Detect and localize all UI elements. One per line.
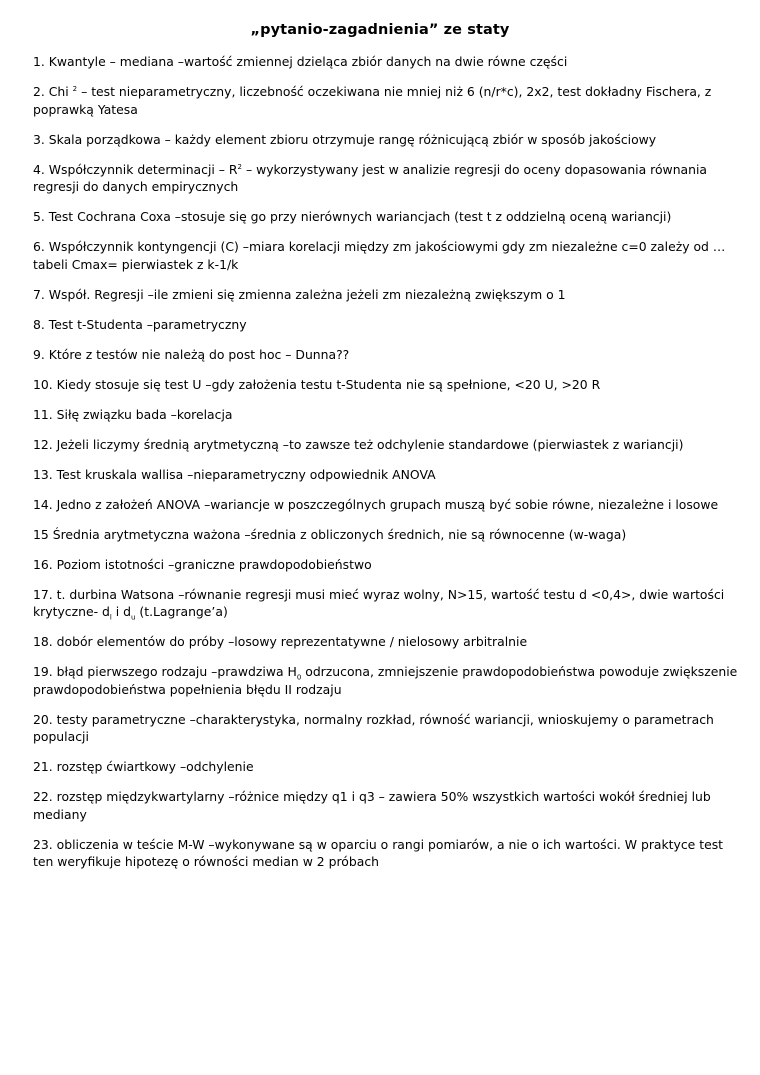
list-item-13 [33,466,738,484]
item-text: 7. Współ. Regresji –ile zmieni się zmienna zależna jeżeli zm niezależną zwiększym o 1 [33,286,566,302]
item-text-pre: 19. błąd pierwszego rodzaju –prawdziwa H [33,664,297,679]
item-text-mid: i d [111,604,132,619]
list-item-9 [33,346,738,364]
item-text: 20. testy parametryczne –charakterystyka, normalny rozkład, równość wariancji, wnioskujemy o parametrach populacji [33,711,714,744]
list-item-22 [33,788,738,823]
item-text: 3. Skala porządkowa – każdy element zbioru otrzymuje rangę różnicującą zbiór w sposób jakościowy [33,131,657,147]
list-item-20 [33,711,738,746]
list-item-21 [33,758,738,776]
list-item-23 [33,836,738,871]
list-item-11 [33,406,738,424]
item-text: 5. Test Cochrana Coxa –stosuje się go przy nierównych wariancjach (test t z oddzielną oceną wariancji) [33,209,672,224]
list-item-19 [33,663,738,698]
item-text: 12. Jeżeli liczymy średnią arytmetyczną –to zawsze też odchylenie standardowe (pierwiastek z wariancji) [33,436,684,452]
item-text: 15 Średnia arytmetyczna ważona –średnia z obliczonych średnich, nie są równocenne (w-waga) [33,526,627,542]
item-text-post: odrzucona, zmniejszenie prawdopodobieństwa powoduje zwiększenie prawdopodobieństwa popełnienia błędu II rodzaju [33,664,738,697]
item-text: 11. Siłę związku bada –korelacja [33,406,233,422]
subscript: 0 [296,673,302,682]
item-text-pre: 2. Chi [33,84,73,99]
list-item-4 [33,161,738,196]
item-text: 8. Test t-Studenta –parametryczny [33,316,247,332]
superscript: 2 [237,162,242,171]
subscript: l [109,613,112,622]
list-item-3 [33,131,738,149]
list-item-7 [33,286,738,304]
item-text: 1. Kwantyle – mediana –wartość zmiennej dzieląca zbiór danych na dwie równe części [33,54,568,69]
item-text: 21. rozstęp ćwiartkowy –odchylenie [33,759,254,774]
list-item-5 [33,208,738,226]
item-text-post: (t.Lagrange’a) [135,604,228,619]
list-item-16 [33,556,738,574]
item-text: 18. dobór elementów do próby –losowy reprezentatywne / nielosowy arbitralnie [33,634,528,649]
item-text-pre: 17. t. durbina Watsona –równanie regresji musi mieć wyraz wolny, N>15, wartość testu d <0,4>, dwie wartości krytyczne- d [33,586,725,619]
question-list [33,53,738,883]
list-item-10 [33,376,738,394]
item-text: 14. Jedno z założeń ANOVA –wariancje w poszczególnych grupach muszą być sobie równe, niezależne i losowe [33,496,719,512]
list-item-14 [33,496,738,514]
list-item-18 [33,633,738,651]
list-item-2 [33,83,738,118]
list-item-8 [33,316,738,334]
superscript: 2 [72,84,78,93]
list-item-6 [33,238,738,273]
item-text: 6. Współczynnik kontyngencji (C) –miara korelacji między zm jakościowymi gdy zm niezależne c=0 zależy od … tabeli Cmax= pierwiastek z k-1/k [33,239,726,272]
list-item-1 [33,53,738,71]
list-item-12 [33,436,738,454]
item-text-pre: 4. Współczynnik determinacji – R [33,161,238,177]
item-text: 23. obliczenia w teście M-W –wykonywane są w oparciu o rangi pomiarów, a nie o ich wartości. W praktyce test ten weryfikuje hipotezę o równości median w 2 próbach [33,836,724,869]
item-text-post: – test nieparametryczny, liczebność oczekiwana nie mniej niż 6 (n/r*c), 2x2, test dokładny Fischera, z poprawką Yatesa [33,84,712,117]
item-text: 16. Poziom istotności –graniczne prawdopodobieństwo [33,556,372,572]
item-text: 9. Które z testów nie należą do post hoc – Dunna?? [33,346,350,362]
list-item-17 [33,586,738,621]
item-text: 13. Test kruskala wallisa –nieparametryczny odpowiednik ANOVA [33,466,436,482]
item-text: 10. Kiedy stosuje się test U –gdy założenia testu t-Studenta nie są spełnione, <20 U, >20 R [33,376,601,392]
subscript: u [131,613,136,622]
item-text: 22. rozstęp międzykwartylarny –różnice między q1 i q3 – zawiera 50% wszystkich wartości wokół średniej lub mediany [33,789,711,822]
list-item-15 [33,526,738,544]
document-title: „pytanio-zagadnienia” ze staty [250,22,510,38]
item-text-post: – wykorzystywany jest w analizie regresji do oceny dopasowania równania regresji do danych empirycznych [33,161,708,194]
